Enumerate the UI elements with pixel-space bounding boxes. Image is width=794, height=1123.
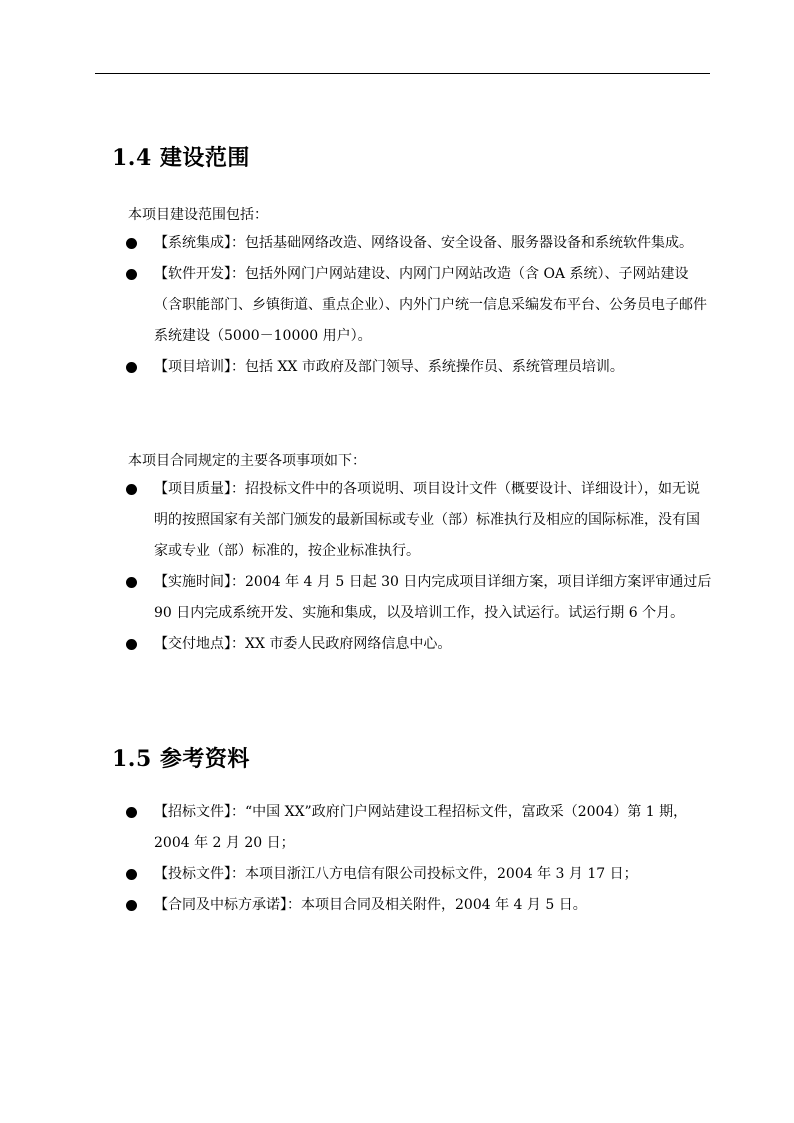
list-item bbox=[122, 890, 712, 921]
item-head: 【合同及中标方承诺】 bbox=[154, 897, 287, 913]
list-item bbox=[122, 859, 712, 890]
item-head: 【交付地点】 bbox=[154, 636, 231, 652]
item-head: 【项目质量】 bbox=[154, 481, 231, 497]
item-head: 【软件开发】 bbox=[154, 266, 231, 282]
header-rule bbox=[95, 73, 710, 74]
item-head: 【项目培训】 bbox=[154, 359, 231, 375]
item-text: ：包括 XX 市政府及部门领导、系统操作员、系统管理员培训。 bbox=[231, 359, 624, 375]
item-text: ：XX 市委人民政府网络信息中心。 bbox=[231, 636, 452, 652]
bullet-icon bbox=[126, 869, 137, 880]
item-head: 【实施时间】 bbox=[154, 574, 231, 590]
bullet-icon bbox=[126, 238, 137, 249]
list-item bbox=[122, 567, 712, 629]
section-title-scope: 1.4 建设范围 bbox=[112, 145, 250, 171]
bullet-icon bbox=[126, 900, 137, 911]
contract-intro: 本项目合同规定的主要各项事项如下： bbox=[128, 453, 366, 469]
bullet-icon bbox=[126, 362, 137, 373]
scope-intro: 本项目建设范围包括： bbox=[128, 207, 268, 223]
item-head: 【投标文件】 bbox=[154, 866, 231, 882]
item-text: ：本项目浙江八方电信有限公司投标文件，2004 年 3 月 17 日； bbox=[231, 866, 638, 882]
item-text: ：“中国 XX”政府门户网站建设工程招标文件，富政采（2004）第 1 期，2004 年 2 月 20 日； bbox=[154, 804, 688, 851]
bullet-icon bbox=[126, 269, 137, 280]
item-text: ：包括基础网络改造、网络设备、安全设备、服务器设备和系统软件集成。 bbox=[231, 235, 693, 251]
bullet-icon bbox=[126, 639, 137, 650]
item-text: ：包括外网门户网站建设、内网门户网站改造（含 OA 系统）、子网站建设（含职能部门、乡镇街道、重点企业）、内外门户统一信息采编发布平台、公务员电子邮件系统建设（5000－10000 用户）。 bbox=[154, 266, 707, 344]
bullet-icon bbox=[126, 577, 137, 588]
reference-list bbox=[122, 797, 712, 921]
contract-list bbox=[122, 474, 712, 660]
item-text: ：招投标文件中的各项说明、项目设计文件（概要设计、详细设计），如无说明的按照国家有关部门颁发的最新国标或专业（部）标准执行及相应的国际标准，没有国家或专业（部）标准的，按企业标准执行。 bbox=[154, 481, 700, 559]
list-item bbox=[122, 259, 712, 352]
item-text: ：2004 年 4 月 5 日起 30 日内完成项目详细方案，项目详细方案评审通过后 90 日内完成系统开发、实施和集成，以及培训工作，投入试运行。试运行期 6 个月。 bbox=[154, 574, 712, 621]
item-text: ：本项目合同及相关附件，2004 年 4 月 5 日。 bbox=[287, 897, 587, 913]
list-item bbox=[122, 228, 712, 259]
list-item bbox=[122, 474, 712, 567]
scope-list bbox=[122, 228, 712, 383]
section-title-references: 1.5 参考资料 bbox=[112, 746, 250, 772]
item-head: 【系统集成】 bbox=[154, 235, 231, 251]
bullet-icon bbox=[126, 484, 137, 495]
list-item bbox=[122, 629, 712, 660]
list-item bbox=[122, 797, 712, 859]
list-item bbox=[122, 352, 712, 383]
item-head: 【招标文件】 bbox=[154, 804, 231, 820]
bullet-icon bbox=[126, 807, 137, 818]
